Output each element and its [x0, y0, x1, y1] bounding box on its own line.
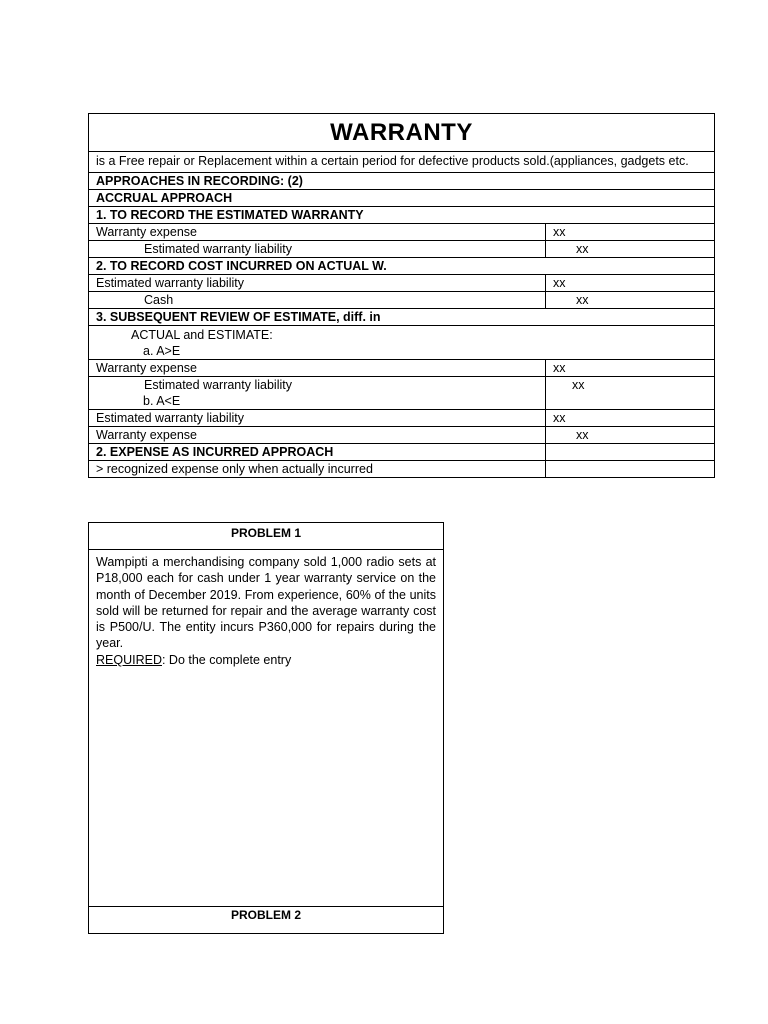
approaches-heading: APPROACHES IN RECORDING: (2) [96, 173, 303, 188]
warranty-description: is a Free repair or Replacement within a certain period for defective products sold.(appliances, gadgets etc. [96, 154, 689, 168]
problem2-heading: PROBLEM 2 [89, 906, 443, 933]
case-a-credit-account: Estimated warranty liability [144, 377, 292, 392]
approaches-row [89, 173, 714, 190]
step1-debit-amount: xx [545, 224, 714, 240]
expense-approach-empty [545, 444, 714, 460]
step1-debit-account: Warranty expense [96, 224, 197, 239]
warranty-table [88, 113, 715, 478]
page-title: WARRANTY [330, 119, 473, 146]
step1-row [89, 207, 714, 224]
step2-heading: 2. TO RECORD COST INCURRED ON ACTUAL W. [96, 258, 387, 273]
table-row [89, 224, 714, 241]
step3-continuation: ACTUAL and ESTIMATE: [131, 327, 273, 342]
accrual-heading: ACCRUAL APPROACH [96, 190, 233, 205]
expense-approach-heading: 2. EXPENSE AS INCURRED APPROACH [96, 444, 334, 459]
table-row [89, 275, 714, 292]
case-a-credit-row [89, 377, 714, 393]
table-row [89, 427, 714, 444]
step2-row [89, 258, 714, 275]
case-b-label: b. A<E [143, 393, 181, 408]
case-a-debit-amount: xx [545, 360, 714, 376]
table-row [89, 241, 714, 258]
table-row [89, 292, 714, 309]
required-label: REQUIRED [96, 652, 162, 667]
case-a-credit-amount: xx [545, 377, 714, 393]
case-b-empty [545, 393, 714, 409]
table-row [89, 360, 714, 377]
step1-credit-amount: xx [545, 241, 714, 257]
description-row [89, 152, 714, 173]
problem1-heading: PROBLEM 1 [89, 523, 443, 550]
case-a-debit-account: Warranty expense [96, 360, 197, 375]
expense-note-row [89, 461, 714, 477]
step2-credit-account: Cash [144, 292, 174, 307]
case-b-debit-amount: xx [545, 410, 714, 426]
problem-box [88, 522, 444, 934]
problem1-body [89, 550, 443, 904]
table-row [89, 410, 714, 427]
title-row [89, 114, 714, 152]
case-b-debit-account: Estimated warranty liability [96, 410, 244, 425]
step2-debit-amount: xx [545, 275, 714, 291]
required-text: : Do the complete entry [161, 652, 292, 667]
expense-approach-row [89, 444, 714, 461]
case-b-credit-amount: xx [545, 427, 714, 443]
step3-heading: 3. SUBSEQUENT REVIEW OF ESTIMATE, diff. in [96, 309, 381, 324]
step1-credit-account: Estimated warranty liability [144, 241, 292, 256]
problem1-text: Wampipti a merchandising company sold 1,000 radio sets at P18,000 each for cash under 1 year warranty service on the month of December 2019. From experience, 60% of the units sold will be returned for repair and the average warranty cost is P500/U. The entity incurs P360,000 for repairs during the year. [96, 555, 436, 651]
expense-note-empty [545, 461, 714, 477]
step1-heading: 1. TO RECORD THE ESTIMATED WARRANTY [96, 207, 364, 222]
step3-row [89, 309, 714, 326]
accrual-row [89, 190, 714, 207]
case-b-credit-account: Warranty expense [96, 427, 197, 442]
expense-note: > recognized expense only when actually incurred [96, 461, 373, 476]
case-b-row [89, 393, 714, 410]
case-a-label: a. A>E [143, 343, 181, 358]
step2-debit-account: Estimated warranty liability [96, 275, 244, 290]
step2-credit-amount: xx [545, 292, 714, 308]
step3-cont-row [89, 326, 714, 360]
